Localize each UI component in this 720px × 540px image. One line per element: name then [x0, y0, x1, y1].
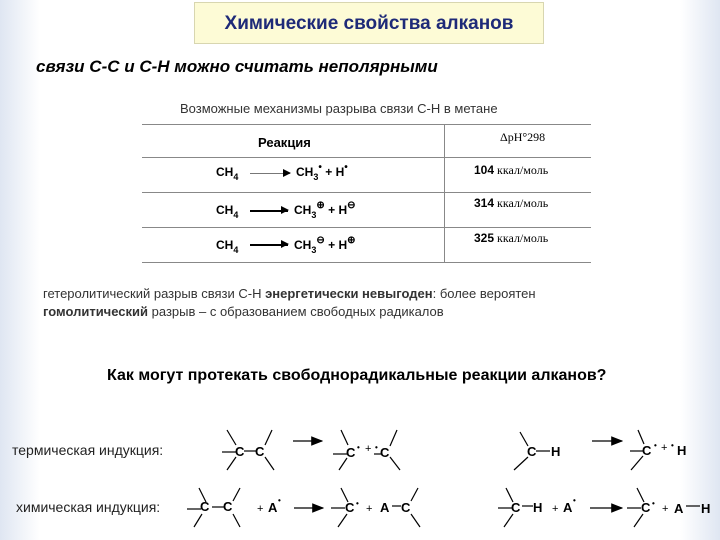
- atom-label: A: [268, 500, 278, 515]
- table-caption: Возможные механизмы разрыва связи С-Н в метане: [180, 101, 498, 116]
- table-row-energy: 104 ккал/моль: [474, 163, 549, 177]
- table-header-enthalpy: ΔрH°298: [500, 130, 546, 144]
- atom-label: C: [346, 445, 356, 460]
- atom-label: H: [533, 500, 543, 515]
- plus-sign: +: [662, 503, 669, 515]
- table-row-energy: 325 ккал/моль: [474, 231, 549, 245]
- plus-sign: +: [552, 503, 559, 515]
- atom-label: C: [511, 500, 521, 515]
- table-row-energy: 314 ккал/моль: [474, 196, 549, 210]
- ethane-structure: [222, 430, 274, 470]
- table-row-reaction: $CH_4$: [216, 238, 239, 255]
- plus-sign: +: [661, 442, 668, 454]
- table-row-reaction: $CH_4$: [216, 203, 239, 220]
- radical-dot: •: [671, 441, 674, 450]
- radical-dot: •: [357, 443, 360, 452]
- table-row-products: $CH_3^⊖ + H^\oplus$: [294, 235, 356, 255]
- table-row-products: $CH_3^\oplus + H^⊖$: [294, 200, 356, 220]
- atom-label: C: [235, 444, 245, 459]
- table-row-products: $CH_3^• + H^•$: [296, 162, 348, 182]
- atom-label: C: [401, 500, 411, 515]
- atom-label: C: [223, 499, 233, 514]
- radical-dot: •: [278, 496, 281, 505]
- plus-sign: +: [366, 503, 373, 515]
- plus-sign: +: [365, 443, 372, 455]
- atom-label: H: [701, 501, 711, 516]
- table-header-reaction: Реакция: [258, 135, 311, 150]
- atom-label: C: [527, 444, 537, 459]
- atom-label: C: [255, 444, 265, 459]
- atom-label: A: [674, 501, 684, 516]
- radical-dot: •: [573, 496, 576, 505]
- radical-dot: •: [654, 441, 657, 450]
- table-row-reaction: $CH_4$: [216, 165, 239, 182]
- plus-sign: +: [257, 503, 264, 515]
- atom-label: A: [563, 500, 573, 515]
- atom-label: C: [380, 445, 390, 460]
- atom-label: A: [380, 500, 390, 515]
- page-title: Химические свойства алканов: [224, 13, 514, 34]
- atom-label: C: [200, 499, 210, 514]
- subtitle: связи С-С и С-Н можно считать неполярными: [36, 57, 438, 76]
- radical-dot: •: [652, 499, 655, 508]
- atom-label: H: [677, 443, 687, 458]
- radical-dot: •: [375, 443, 378, 452]
- label-chemical-induction: химическая индукция:: [16, 499, 161, 515]
- atom-label: C: [345, 500, 355, 515]
- atom-label: C: [642, 443, 652, 458]
- atom-label: C: [641, 500, 651, 515]
- atom-label: H: [551, 444, 561, 459]
- explanation-line-2: гомолитический разрыв – с образованием свободных радикалов: [43, 304, 444, 319]
- radical-dot: •: [356, 499, 359, 508]
- section-question: Как могут протекать свободнорадикальные реакции алканов?: [107, 367, 607, 384]
- explanation-line-1: гетеролитический разрыв связи С-Н энергетически невыгоден: более вероятен: [43, 286, 536, 301]
- label-thermal-induction: термическая индукция:: [12, 442, 164, 458]
